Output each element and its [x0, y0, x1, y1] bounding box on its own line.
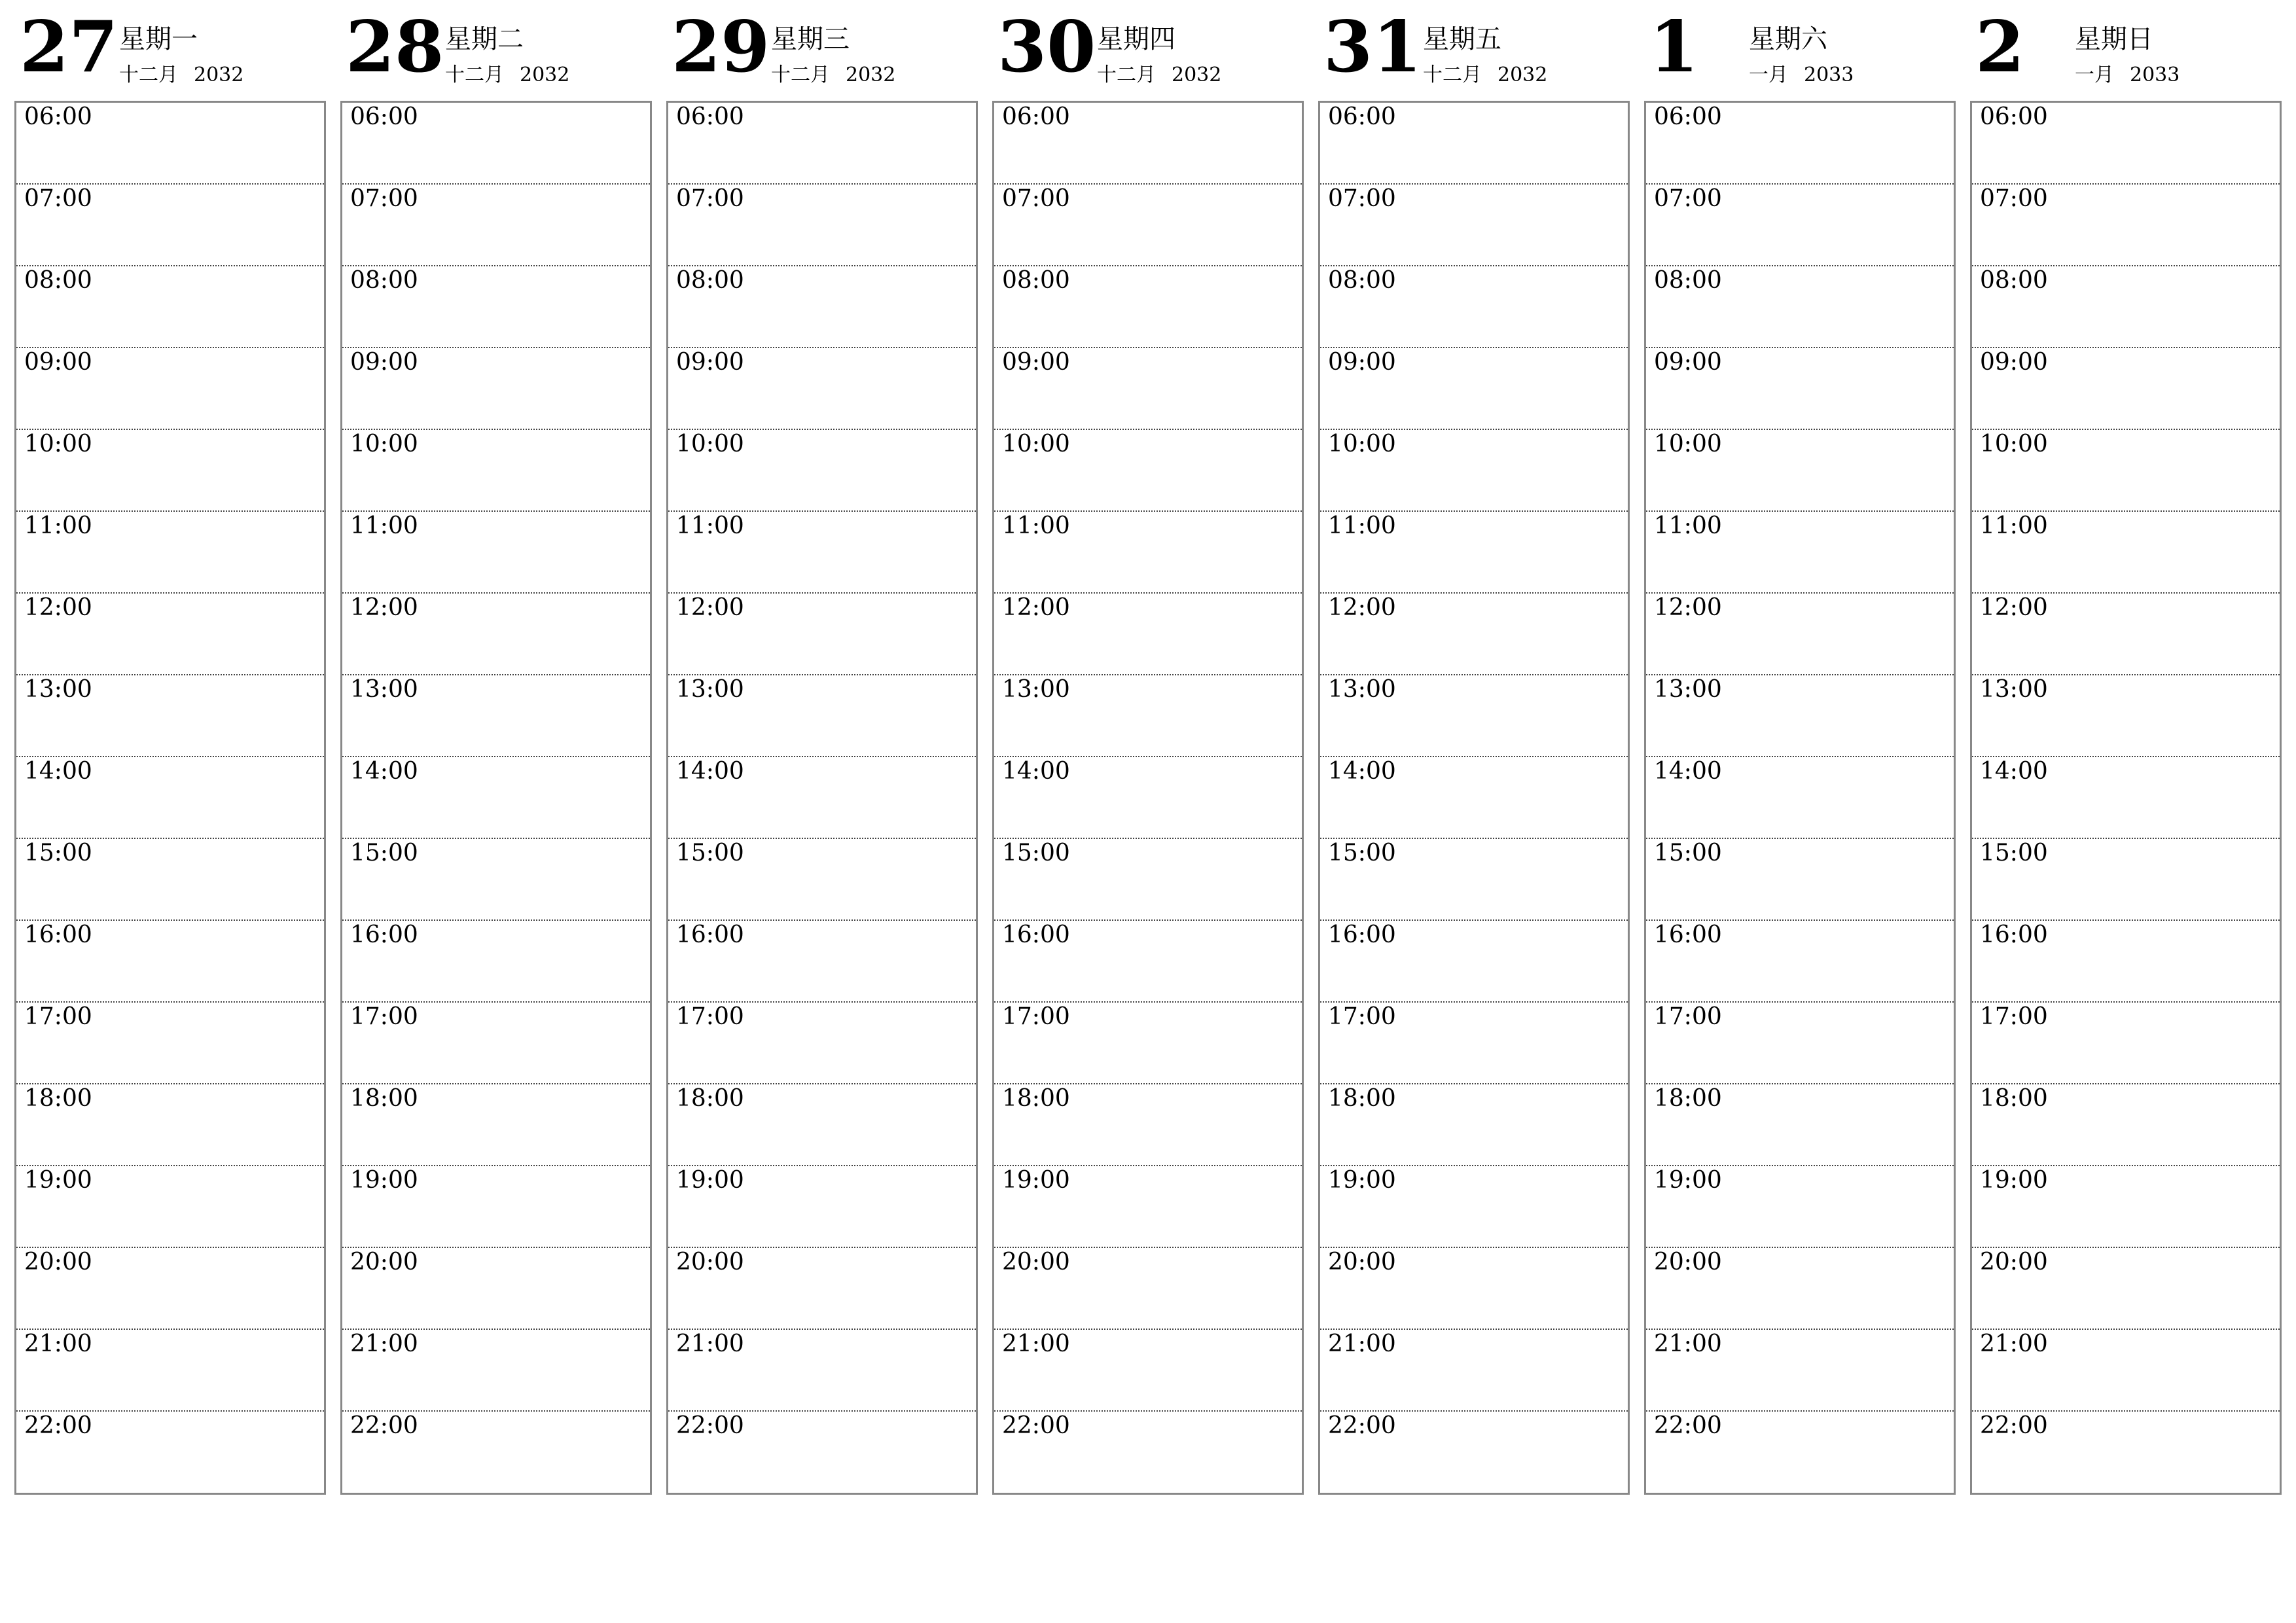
day-schedule-box [992, 101, 1304, 1495]
time-slot-label: 14:00 [1980, 758, 2048, 785]
time-slot[interactable] [1646, 185, 1954, 266]
time-slot[interactable] [994, 1084, 1302, 1166]
time-slot-label: 17:00 [676, 1003, 744, 1030]
time-slot-label: 12:00 [350, 594, 418, 621]
day-year: 2032 [846, 63, 896, 86]
time-slot[interactable] [994, 1003, 1302, 1084]
day-number: 30 [997, 6, 1096, 88]
time-slot[interactable] [1646, 1166, 1954, 1248]
time-slot[interactable] [1646, 1084, 1954, 1166]
day-month-year [771, 65, 895, 85]
time-slot[interactable] [1320, 921, 1628, 1003]
day-month-year [1097, 65, 1221, 85]
time-slot[interactable] [1320, 266, 1628, 348]
time-slot[interactable] [994, 348, 1302, 430]
time-slot[interactable] [1646, 348, 1954, 430]
time-slot-label: 11:00 [1328, 512, 1396, 539]
time-slot[interactable] [342, 1248, 650, 1330]
time-slot-label: 18:00 [350, 1085, 418, 1112]
time-slot[interactable] [994, 185, 1302, 266]
time-slot[interactable] [16, 185, 324, 266]
time-slot[interactable] [668, 1248, 976, 1330]
time-slot-label: 17:00 [1980, 1003, 2048, 1030]
time-slot[interactable] [1320, 1248, 1628, 1330]
time-slot[interactable] [342, 839, 650, 921]
time-slot[interactable] [1972, 512, 2280, 594]
time-slot-label: 06:00 [1654, 103, 1722, 130]
time-slot-label: 07:00 [1980, 185, 2048, 212]
time-slot-label: 06:00 [1980, 103, 2048, 130]
day-number: 31 [1323, 6, 1422, 88]
time-slot[interactable] [994, 757, 1302, 839]
time-slot[interactable] [342, 266, 650, 348]
time-slot[interactable] [342, 921, 650, 1003]
time-slot[interactable] [1320, 1330, 1628, 1412]
time-slot[interactable] [668, 1330, 976, 1412]
day-header [340, 0, 653, 98]
time-slot[interactable] [1320, 757, 1628, 839]
day-schedule-box [14, 101, 326, 1495]
time-slot-label: 15:00 [1980, 840, 2048, 866]
time-slot-label: 19:00 [24, 1167, 92, 1194]
time-slot-label: 22:00 [676, 1412, 744, 1439]
time-slot-label: 13:00 [676, 676, 744, 703]
time-slot-label: 16:00 [676, 921, 744, 948]
time-slot-label: 17:00 [350, 1003, 418, 1030]
time-slot[interactable] [994, 921, 1302, 1003]
day-number: 29 [672, 6, 770, 88]
time-slot-label: 22:00 [1980, 1412, 2048, 1439]
time-slot[interactable] [994, 839, 1302, 921]
time-slot[interactable] [1972, 1003, 2280, 1084]
day-month: 十二月 [119, 63, 178, 86]
time-slot[interactable] [1972, 266, 2280, 348]
time-slot-label: 07:00 [1002, 185, 1070, 212]
time-slot-label: 12:00 [1328, 594, 1396, 621]
time-slot-label: 12:00 [1654, 594, 1722, 621]
time-slot-label: 07:00 [1328, 185, 1396, 212]
time-slot[interactable] [1320, 430, 1628, 512]
time-slot-label: 14:00 [1654, 758, 1722, 785]
day-schedule-box [340, 101, 652, 1495]
time-slot[interactable] [16, 1003, 324, 1084]
time-slot[interactable] [16, 348, 324, 430]
day-year: 2032 [194, 63, 244, 86]
time-slot-label: 21:00 [1002, 1330, 1070, 1357]
time-slot[interactable] [668, 266, 976, 348]
time-slot-label: 22:00 [350, 1412, 418, 1439]
time-slot-label: 20:00 [1002, 1249, 1070, 1275]
time-slot[interactable] [1646, 594, 1954, 675]
time-slot-label: 14:00 [1328, 758, 1396, 785]
time-slot-label: 12:00 [1980, 594, 2048, 621]
time-slot[interactable] [16, 1084, 324, 1166]
time-slot-label: 19:00 [1328, 1167, 1396, 1194]
day-schedule-box [1318, 101, 1630, 1495]
day-year: 2032 [1172, 63, 1222, 86]
time-slot-label: 17:00 [24, 1003, 92, 1030]
time-slot-label: 06:00 [1002, 103, 1070, 130]
time-slot[interactable] [668, 921, 976, 1003]
time-slot[interactable] [1972, 430, 2280, 512]
time-slot-label: 07:00 [350, 185, 418, 212]
time-slot-label: 17:00 [1002, 1003, 1070, 1030]
time-slot[interactable] [1972, 757, 2280, 839]
day-weekday: 星期六 [1749, 24, 1827, 54]
day-header [1644, 0, 1957, 98]
time-slot[interactable] [16, 675, 324, 757]
time-slot-label: 09:00 [24, 349, 92, 376]
time-slot[interactable] [668, 594, 976, 675]
time-slot-label: 18:00 [24, 1085, 92, 1112]
day-month: 一月 [1749, 63, 1788, 86]
time-slot-label: 08:00 [1328, 267, 1396, 294]
time-slot[interactable] [1972, 1248, 2280, 1330]
time-slot-label: 14:00 [676, 758, 744, 785]
day-number: 2 [1975, 6, 2025, 88]
time-slot[interactable] [1320, 594, 1628, 675]
time-slot-label: 12:00 [1002, 594, 1070, 621]
day-month-year [1749, 65, 1854, 85]
time-slot[interactable] [342, 757, 650, 839]
day-month: 十二月 [1423, 63, 1482, 86]
time-slot[interactable] [342, 1003, 650, 1084]
time-slot-label: 16:00 [1654, 921, 1722, 948]
time-slot-label: 11:00 [24, 512, 92, 539]
time-slot[interactable] [1972, 1166, 2280, 1248]
time-slot-label: 20:00 [1654, 1249, 1722, 1275]
time-slot-label: 12:00 [24, 594, 92, 621]
time-slot-label: 10:00 [1002, 431, 1070, 457]
time-slot-label: 07:00 [24, 185, 92, 212]
day-weekday: 星期三 [771, 24, 850, 54]
time-slot-label: 07:00 [676, 185, 744, 212]
time-slot[interactable] [1972, 921, 2280, 1003]
time-slot-label: 16:00 [350, 921, 418, 948]
time-slot[interactable] [16, 512, 324, 594]
time-slot[interactable] [1646, 675, 1954, 757]
time-slot-label: 18:00 [676, 1085, 744, 1112]
time-slot[interactable] [1646, 1003, 1954, 1084]
time-slot-label: 09:00 [676, 349, 744, 376]
time-slot[interactable] [668, 839, 976, 921]
time-slot[interactable] [1972, 675, 2280, 757]
time-slot[interactable] [342, 1412, 650, 1493]
time-slot-label: 11:00 [676, 512, 744, 539]
time-slot-label: 18:00 [1654, 1085, 1722, 1112]
day-month-year [119, 65, 243, 85]
time-slot[interactable] [1646, 839, 1954, 921]
time-slot-label: 08:00 [350, 267, 418, 294]
day-month-year [2075, 65, 2179, 85]
time-slot[interactable] [668, 185, 976, 266]
time-slot[interactable] [1320, 1084, 1628, 1166]
time-slot-label: 17:00 [1654, 1003, 1722, 1030]
time-slot[interactable] [1646, 1412, 1954, 1493]
time-slot-label: 19:00 [1654, 1167, 1722, 1194]
time-slot[interactable] [1320, 103, 1628, 185]
day-weekday: 星期日 [2075, 24, 2153, 54]
time-slot[interactable] [668, 1003, 976, 1084]
time-slot-label: 12:00 [676, 594, 744, 621]
time-slot-label: 16:00 [1328, 921, 1396, 948]
time-slot-label: 06:00 [1328, 103, 1396, 130]
time-slot[interactable] [16, 103, 324, 185]
time-slot[interactable] [342, 594, 650, 675]
time-slot[interactable] [1646, 757, 1954, 839]
time-slot[interactable] [342, 512, 650, 594]
time-slot[interactable] [1646, 430, 1954, 512]
time-slot-label: 10:00 [676, 431, 744, 457]
time-slot[interactable] [16, 1330, 324, 1412]
time-slot[interactable] [1972, 594, 2280, 675]
time-slot-label: 10:00 [1654, 431, 1722, 457]
time-slot-label: 09:00 [1328, 349, 1396, 376]
time-slot-label: 15:00 [24, 840, 92, 866]
time-slot-label: 08:00 [1002, 267, 1070, 294]
time-slot[interactable] [668, 348, 976, 430]
time-slot-label: 13:00 [1328, 676, 1396, 703]
time-slot-label: 18:00 [1980, 1085, 2048, 1112]
time-slot[interactable] [16, 594, 324, 675]
time-slot[interactable] [668, 1166, 976, 1248]
time-slot[interactable] [1646, 512, 1954, 594]
time-slot-label: 16:00 [24, 921, 92, 948]
time-slot-label: 15:00 [676, 840, 744, 866]
day-weekday: 星期一 [119, 24, 198, 54]
time-slot-label: 21:00 [1980, 1330, 2048, 1357]
day-year: 2032 [1498, 63, 1548, 86]
time-slot[interactable] [1972, 185, 2280, 266]
time-slot-label: 15:00 [1002, 840, 1070, 866]
time-slot[interactable] [994, 103, 1302, 185]
day-weekday: 星期二 [445, 24, 524, 54]
day-year: 2032 [520, 63, 570, 86]
day-header [1318, 0, 1631, 98]
time-slot[interactable] [1320, 839, 1628, 921]
time-slot[interactable] [342, 1084, 650, 1166]
time-slot[interactable] [1320, 1412, 1628, 1493]
time-slot-label: 21:00 [1328, 1330, 1396, 1357]
time-slot[interactable] [342, 1166, 650, 1248]
time-slot-label: 06:00 [350, 103, 418, 130]
day-schedule-box [666, 101, 978, 1495]
time-slot[interactable] [1646, 266, 1954, 348]
day-month: 一月 [2075, 63, 2114, 86]
time-slot-label: 21:00 [350, 1330, 418, 1357]
time-slot[interactable] [668, 1084, 976, 1166]
time-slot[interactable] [1972, 839, 2280, 921]
time-slot-label: 20:00 [1328, 1249, 1396, 1275]
time-slot[interactable] [668, 757, 976, 839]
time-slot-label: 09:00 [1002, 349, 1070, 376]
time-slot-label: 13:00 [24, 676, 92, 703]
time-slot-label: 08:00 [24, 267, 92, 294]
time-slot-label: 09:00 [350, 349, 418, 376]
day-header [1970, 0, 2283, 98]
time-slot-label: 13:00 [1654, 676, 1722, 703]
time-slot-label: 14:00 [24, 758, 92, 785]
time-slot-label: 16:00 [1980, 921, 2048, 948]
day-month-year [1423, 65, 1547, 85]
time-slot[interactable] [1320, 1166, 1628, 1248]
time-slot[interactable] [1972, 1412, 2280, 1493]
time-slot-label: 09:00 [1980, 349, 2048, 376]
time-slot-label: 16:00 [1002, 921, 1070, 948]
time-slot-label: 15:00 [1654, 840, 1722, 866]
time-slot[interactable] [342, 1330, 650, 1412]
time-slot-label: 18:00 [1002, 1085, 1070, 1112]
time-slot[interactable] [1646, 103, 1954, 185]
time-slot[interactable] [342, 430, 650, 512]
time-slot[interactable] [994, 1248, 1302, 1330]
time-slot[interactable] [668, 1412, 976, 1493]
time-slot[interactable] [16, 1166, 324, 1248]
time-slot-label: 15:00 [1328, 840, 1396, 866]
time-slot-label: 22:00 [24, 1412, 92, 1439]
time-slot-label: 14:00 [350, 758, 418, 785]
time-slot-label: 19:00 [350, 1167, 418, 1194]
time-slot-label: 09:00 [1654, 349, 1722, 376]
day-weekday: 星期五 [1423, 24, 1501, 54]
day-number: 28 [346, 6, 444, 88]
time-slot[interactable] [994, 266, 1302, 348]
time-slot[interactable] [16, 1412, 324, 1493]
time-slot-label: 08:00 [676, 267, 744, 294]
time-slot[interactable] [668, 512, 976, 594]
day-month: 十二月 [445, 63, 504, 86]
time-slot-label: 14:00 [1002, 758, 1070, 785]
time-slot[interactable] [16, 266, 324, 348]
time-slot[interactable] [16, 430, 324, 512]
time-slot[interactable] [1972, 103, 2280, 185]
time-slot[interactable] [994, 1166, 1302, 1248]
time-slot[interactable] [1646, 921, 1954, 1003]
time-slot[interactable] [994, 594, 1302, 675]
time-slot-label: 13:00 [350, 676, 418, 703]
time-slot[interactable] [668, 675, 976, 757]
time-slot[interactable] [1972, 1330, 2280, 1412]
time-slot-label: 20:00 [1980, 1249, 2048, 1275]
time-slot[interactable] [342, 185, 650, 266]
time-slot[interactable] [342, 103, 650, 185]
time-slot[interactable] [1320, 675, 1628, 757]
time-slot-label: 07:00 [1654, 185, 1722, 212]
time-slot-label: 08:00 [1980, 267, 2048, 294]
time-slot-label: 11:00 [350, 512, 418, 539]
day-schedule-box [1970, 101, 2282, 1495]
day-number: 1 [1649, 6, 1699, 88]
time-slot-label: 10:00 [1328, 431, 1396, 457]
day-month: 十二月 [771, 63, 830, 86]
time-slot-label: 10:00 [24, 431, 92, 457]
time-slot[interactable] [994, 1412, 1302, 1493]
time-slot[interactable] [1972, 1084, 2280, 1166]
time-slot-label: 18:00 [1328, 1085, 1396, 1112]
time-slot-label: 20:00 [24, 1249, 92, 1275]
day-month-year [445, 65, 569, 85]
time-slot-label: 21:00 [1654, 1330, 1722, 1357]
time-slot-label: 10:00 [350, 431, 418, 457]
day-year: 2033 [1804, 63, 1854, 86]
time-slot[interactable] [16, 757, 324, 839]
time-slot-label: 17:00 [1328, 1003, 1396, 1030]
time-slot[interactable] [342, 348, 650, 430]
time-slot-label: 20:00 [350, 1249, 418, 1275]
time-slot-label: 21:00 [24, 1330, 92, 1357]
time-slot[interactable] [994, 512, 1302, 594]
time-slot[interactable] [1320, 1003, 1628, 1084]
day-number: 27 [20, 6, 118, 88]
time-slot-label: 06:00 [24, 103, 92, 130]
time-slot[interactable] [1972, 348, 2280, 430]
time-slot-label: 06:00 [676, 103, 744, 130]
time-slot[interactable] [994, 430, 1302, 512]
time-slot-label: 22:00 [1654, 1412, 1722, 1439]
day-header [992, 0, 1305, 98]
time-slot[interactable] [994, 1330, 1302, 1412]
time-slot-label: 19:00 [676, 1167, 744, 1194]
time-slot-label: 08:00 [1654, 267, 1722, 294]
time-slot-label: 11:00 [1002, 512, 1070, 539]
day-header [666, 0, 979, 98]
time-slot[interactable] [16, 921, 324, 1003]
time-slot-label: 11:00 [1654, 512, 1722, 539]
time-slot[interactable] [668, 103, 976, 185]
time-slot-label: 19:00 [1002, 1167, 1070, 1194]
time-slot[interactable] [342, 675, 650, 757]
time-slot[interactable] [994, 675, 1302, 757]
day-schedule-box [1644, 101, 1956, 1495]
time-slot-label: 13:00 [1980, 676, 2048, 703]
time-slot-label: 15:00 [350, 840, 418, 866]
time-slot-label: 10:00 [1980, 431, 2048, 457]
time-slot-label: 13:00 [1002, 676, 1070, 703]
time-slot[interactable] [1646, 1330, 1954, 1412]
time-slot[interactable] [16, 839, 324, 921]
time-slot-label: 11:00 [1980, 512, 2048, 539]
time-slot-label: 22:00 [1328, 1412, 1396, 1439]
time-slot-label: 19:00 [1980, 1167, 2048, 1194]
time-slot-label: 21:00 [676, 1330, 744, 1357]
time-slot[interactable] [16, 1248, 324, 1330]
day-header [14, 0, 327, 98]
time-slot-label: 20:00 [676, 1249, 744, 1275]
time-slot-label: 22:00 [1002, 1412, 1070, 1439]
time-slot[interactable] [1320, 512, 1628, 594]
time-slot[interactable] [1646, 1248, 1954, 1330]
time-slot[interactable] [1320, 348, 1628, 430]
time-slot[interactable] [668, 430, 976, 512]
day-year: 2033 [2130, 63, 2180, 86]
day-weekday: 星期四 [1097, 24, 1175, 54]
time-slot[interactable] [1320, 185, 1628, 266]
day-month: 十二月 [1097, 63, 1156, 86]
